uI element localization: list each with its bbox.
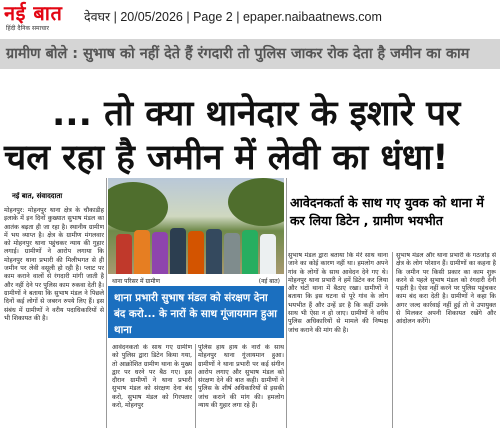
kicker-band: [0, 39, 500, 69]
article-column-mid-1: आवेदनकर्ता के साथ गए ग्रामीण को पुलिस द्वारा डिटेन किया गया, तो आक्रोशित ग्रामीण थाना के मुख्य द्वार पर धरने पर बैठ गए। इस दौरान ग्रामीणों ने थाना प्रभारी सुभाष मंडल को संरक्षण देना बंद करो, सुभाष मंडल को गिरफ्तार करो, मोहनपुर: [112, 344, 192, 410]
article-column-mid-2: पुलिस हाय हाय के नारों के साथ मोहनपुर थाना गूंजायमान हुआ। ग्रामीणों ने थाना प्रभारी पर कई संगीन आरोप लगाए और सुभाष मंडल को संरक्षण देने की बात कही। ग्रामीणों ने पुलिस के शीर्ष अधिकारियों से इसकी जांच कराने की मांग की। हमलोग न्याय की गुहार लगा रहे हैं।: [198, 344, 284, 410]
column-divider: [392, 252, 393, 428]
photo-person: [170, 228, 186, 274]
subheadline-box: [108, 286, 284, 338]
photo-credit: (नई बात): [258, 278, 280, 285]
edition-meta: [84, 8, 382, 25]
masthead: [0, 0, 500, 36]
photo-caption: [108, 276, 284, 286]
byline: नई बात, संवाददाता: [12, 192, 63, 200]
photo-tree: [108, 182, 168, 232]
news-photo[interactable]: [108, 178, 284, 274]
page-number: Page 2: [193, 10, 233, 24]
photo-person: [260, 234, 276, 274]
column-divider: [106, 178, 107, 428]
right-story-headline: [290, 194, 498, 246]
photo-person: [134, 230, 150, 274]
column-divider: [195, 344, 196, 428]
kicker-text: ग्रामीण बोले : सुभाष को नहीं देते हैं रंगदारी तो पुलिस जाकर रोक देता है जमीन का काम: [6, 46, 470, 62]
article-column-right-1: सुभाष मंडल द्वारा बताया कि मेरे साथ थाना जाने का कोई कारण नहीं था। हमलोग अपने गांव के लोगों के साथ आवेदन देने गए थे। मोहनपुर थाना प्रभारी ने हमें डिटेन कर लिया और घंटों थाना में बैठाए रखा। ग्रामीणों ने बताया कि इस घटना से पूरे गांव के लोग भयभीत हैं और उन्हें डर है कि कहीं उनके साथ भी ऐसा न हो जाए। ग्रामीणों ने वरीय पुलिस अधिकारियों से मामले की निष्पक्ष जांच कराने की मांग की है।: [288, 252, 388, 334]
photo-person: [116, 234, 132, 274]
photo-person: [188, 231, 204, 274]
photo-tree: [228, 178, 284, 226]
photo-person: [206, 229, 222, 274]
article-body-left: मोहनपुर: मोहनपुर थाना क्षेत्र के चौकाडीह इलाके में इन दिनों कुख्यात सुभाष मंडल का आतंक बढ़ता ही जा रहा है। स्थानीय ग्रामीण में भय व्याप्त है। क्षेत्र के ग्रामीण मंगलवार को मोहनपुर थाना पहुंचकर न्याय की गुहार लगाई। ग्रामीणों ने आरोप लगाया कि मोहनपुर थाना प्रभारी की मिलीभगत से ही जमीन पर लेवी वसूली हो रही है। प्लाट पर काम कराने वालों से रंगदारी मांगी जाती है और नहीं देने पर पुलिस काम रुकवा देती है। ग्रामीणों ने बताया कि सुभाष मंडल ने पिछले दिनों कई लोगों से जबरन रुपये लिए हैं। इस संबंध में ग्रामीणों ने वरीय पदाधिकारियों से भी शिकायत की है।: [4, 207, 104, 322]
newspaper-logo[interactable]: [4, 2, 80, 34]
edition-city: देवघर: [84, 10, 111, 24]
photo-person: [224, 233, 240, 274]
photo-person: [242, 230, 258, 274]
meta-separator: |: [236, 10, 240, 24]
right-story-headline-text: आवेदनकर्ता के साथ गए युवक को थाना में कर लिया डिटेन , ग्रामीण भयभीत: [290, 195, 484, 228]
photo-caption-text: थाना परिसर में ग्रामीण: [112, 278, 160, 285]
logo-tagline: हिंदी दैनिक समाचार: [6, 25, 49, 32]
photo-person: [152, 232, 168, 274]
article-column-right-2: सुभाष मंडल और थाना प्रभारी के गठजोड़ से क्षेत्र के लोग परेशान हैं। ग्रामीणों का कहना है कि जमीन पर किसी प्रकार का काम शुरू करने से पहले सुभाष मंडल को रंगदारी देनी पड़ती है। ऐसा नहीं करने पर पुलिस पहुंचकर काम बंद करा देती है। ग्रामीणों ने कहा कि अगर जल्द कार्रवाई नहीं हुई तो वे उपायुक्त से मिलकर अपनी शिकायत रखेंगे और आंदोलन करेंगे।: [396, 252, 496, 326]
subheadline-text: थाना प्रभारी सुभाष मंडल को संरक्षण देना बंद करो... के नारों के साथ गूंजायमान हुआ थाना: [114, 292, 277, 336]
meta-separator: |: [113, 10, 117, 24]
headline-line-1: ... तो क्या थानेदार के इशारे पर: [52, 94, 461, 134]
edition-date: 20/05/2026: [120, 10, 183, 24]
epaper-link[interactable]: epaper.naibaatnews.com: [242, 10, 382, 24]
article-column-left: [4, 192, 104, 428]
headline-line-2: चल रहा है जमीन में लेवी का धंधा!: [4, 138, 449, 178]
meta-separator: |: [186, 10, 190, 24]
logo-text: नई बात: [4, 1, 63, 25]
column-divider: [286, 178, 287, 428]
